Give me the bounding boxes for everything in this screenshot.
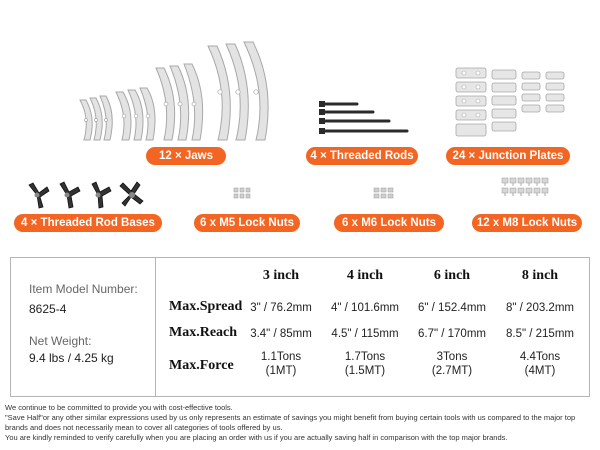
junction-plates-label: 24 × Junction Plates (446, 147, 570, 165)
m5-nuts-label: 6 x M5 Lock Nuts (194, 214, 300, 232)
m8-nuts-illustration (500, 176, 550, 208)
disclaimer (5, 403, 595, 443)
force-3-inch-mt: (1MT) (265, 365, 297, 377)
model-label: Item Model Number: (29, 282, 138, 296)
rod-bases-label: 4 × Threaded Rod Bases (14, 214, 162, 232)
row-max-force: Max.Force (169, 358, 234, 373)
threaded-rods-illustration (315, 98, 415, 140)
spread-4-inch: 4" / 101.6mm (330, 302, 399, 314)
col-3-inch: 3 inch (262, 268, 300, 283)
disclaimer-line-3: You are kindly reminded to verify carefully when you are placing an order with us if you are actually saving half in comparison with the top major brands. (5, 433, 508, 442)
junction-plates-illustration (452, 64, 572, 142)
force-8-inch-tons: 4.4Tons (519, 351, 561, 363)
rod-bases-illustration (22, 180, 152, 210)
m5-nuts-illustration (232, 186, 262, 200)
force-8-inch (485, 350, 595, 378)
spread-6-inch: 6" / 152.4mm (417, 302, 486, 314)
row-max-reach: Max.Reach (169, 325, 238, 340)
force-3-inch-tons: 1.1Tons (260, 351, 302, 363)
spec-model-panel (11, 258, 156, 396)
col-6-inch: 6 inch (433, 268, 471, 283)
spec-table (10, 257, 590, 397)
reach-8-inch: 8.5" / 215mm (505, 328, 574, 340)
weight-label: Net Weight: (29, 334, 92, 348)
reach-4-inch: 4.5" / 115mm (331, 328, 399, 340)
col-4-inch: 4 inch (346, 268, 384, 283)
force-6-inch-tons: 3Tons (436, 351, 468, 363)
row-max-spread: Max.Spread (169, 299, 243, 314)
m6-nuts-illustration (372, 186, 406, 200)
model-value: 8625-4 (29, 302, 67, 316)
jaws-label: 12 × Jaws (146, 147, 226, 165)
reach-6-inch: 6.7" / 170mm (417, 328, 486, 340)
force-4-inch-mt: (1.5MT) (344, 365, 386, 377)
force-8-inch-mt: (4MT) (524, 365, 556, 377)
force-6-inch-mt: (2.7MT) (431, 365, 473, 377)
threaded-rods-label: 4 × Threaded Rods (306, 147, 418, 165)
disclaimer-line-1: We continue to be committed to provide you with cost-effective tools. (5, 403, 233, 412)
col-8-inch: 8 inch (521, 268, 559, 283)
reach-3-inch: 3.4" / 85mm (250, 328, 312, 340)
m8-nuts-label: 12 x M8 Lock Nuts (472, 214, 582, 232)
jaws-illustration (68, 40, 298, 145)
spread-3-inch: 3" / 76.2mm (250, 302, 312, 314)
spread-8-inch: 8" / 203.2mm (505, 302, 574, 314)
force-4-inch-tons: 1.7Tons (344, 351, 386, 363)
m6-nuts-label: 6 x M6 Lock Nuts (334, 214, 444, 232)
disclaimer-line-2: "Save Half"or any other similar expressions used by us only represents an estimate of savings you might benefit from buying certain tools with us compared to the major top brands and does not necessarily mean to cover all categories of tools offered by us. (5, 413, 576, 432)
weight-value: 9.4 lbs / 4.25 kg (29, 351, 114, 365)
